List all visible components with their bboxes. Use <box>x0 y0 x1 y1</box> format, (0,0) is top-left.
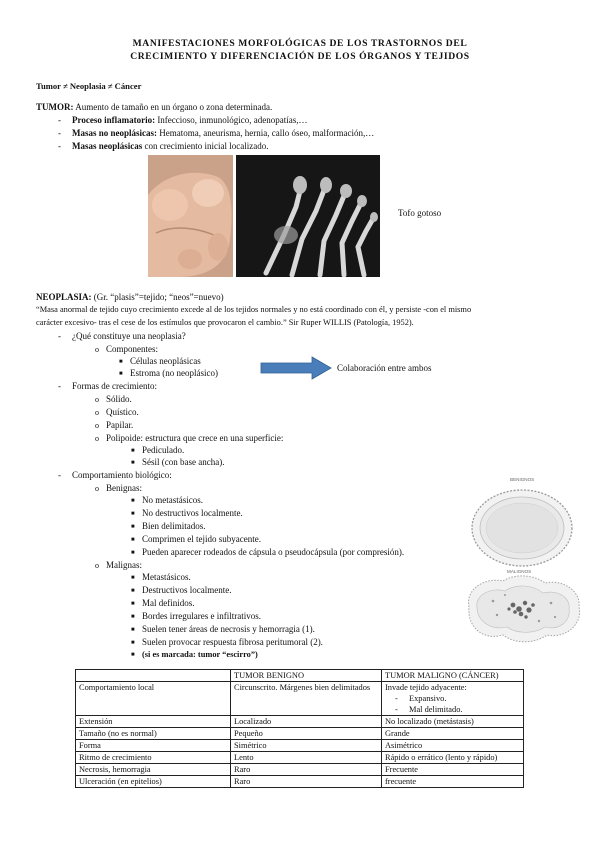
table-header-row <box>76 670 524 682</box>
list-item: ■ Células neoplásicas <box>119 356 201 366</box>
right-arrow-icon <box>260 356 332 380</box>
xray-photo <box>236 155 380 277</box>
list-item: o Papilar. <box>95 420 134 430</box>
table-row: Comportamiento local Circunscrito. Márgenes bien delimitados Invade tejido adyacente: - Expansivo. - Mal delimitado. <box>76 682 524 716</box>
table-header-cell: TUMOR BENIGNO <box>231 670 382 682</box>
list-item: ■ Suelen provocar respuesta fibrosa peritumoral (2). <box>131 637 323 647</box>
list-item: ■ Bordes irregulares e infiltrativos. <box>131 611 261 621</box>
list-item: ■ Comprimen el tejido subyacente. <box>131 534 261 544</box>
benign-tumor-diagram <box>466 472 578 570</box>
list-item: - Masas neoplásicas con crecimiento inicial localizado. <box>58 141 269 151</box>
list-item: ■ Destructivos localmente. <box>131 585 232 595</box>
list-item: o Quístico. <box>95 407 139 417</box>
list-item: o Sólido. <box>95 394 132 404</box>
arrow-label: Colaboración entre ambos <box>337 363 432 373</box>
malignant-tumor-diagram <box>463 565 585 649</box>
neoplasia-heading: NEOPLASIA: (Gr. “plasis”=tejido; “neos”=nuevo) <box>36 292 224 302</box>
list-item: o Benignas: <box>95 483 142 493</box>
malignant-diagram-label: MALIGNOS <box>507 569 532 574</box>
list-item: ■ No metastásicos. <box>131 495 203 505</box>
table-row: Necrosis, hemorragia Raro Frecuente <box>76 764 524 776</box>
tumor-definition <box>36 101 272 114</box>
list-item: o Componentes: <box>95 344 158 354</box>
table-row: Forma Simétrico Asimétrico <box>76 740 524 752</box>
photo-caption: Tofo gotoso <box>398 208 442 218</box>
list-item: ■ Pediculado. <box>131 445 185 455</box>
title-line-1: MANIFESTACIONES MORFOLÓGICAS DE LOS TRASTORNOS DEL <box>132 38 468 49</box>
comparison-table <box>75 669 524 788</box>
list-item: - Proceso inflamatorio: Infeccioso, inmunológico, adenopatías,… <box>58 115 308 125</box>
foot-photo <box>148 155 233 277</box>
benign-diagram-label: BENIGNOS <box>510 477 535 482</box>
willis-quote-line-1: “Masa anormal de tejido cuyo crecimiento excede al de los tejidos normales y no está coordinado con él, y persiste -con el mismo <box>36 305 472 314</box>
list-item: - Formas de crecimiento: <box>58 381 157 391</box>
table-row: Ritmo de crecimiento Lento Rápido o errático (lento y rápido) <box>76 752 524 764</box>
list-item: ■ Metastásicos. <box>131 572 191 582</box>
list-item: ■ Estroma (no neoplásico) <box>119 368 218 378</box>
list-item: ■ Pueden aparecer rodeados de cápsula o pseudocápsula (por compresión). <box>131 547 405 557</box>
tumor-text: Aumento de tamaño en un órgano o zona determinada. <box>73 102 273 112</box>
tumor-label: TUMOR: <box>36 102 74 112</box>
list-item: ■ Mal definidos. <box>131 598 195 608</box>
list-item: ■ Sésil (con base ancha). <box>131 457 225 467</box>
list-item: ■ Bien delimitados. <box>131 521 206 531</box>
table-row: Extensión Localizado No localizado (metástasis) <box>76 716 524 728</box>
subtitle: Tumor ≠ Neoplasia ≠ Cáncer <box>36 81 142 91</box>
table-header-cell: TUMOR MALIGNO (CÁNCER) <box>382 670 524 682</box>
list-item: ■ No destructivos localmente. <box>131 508 243 518</box>
list-item: o Malignas: <box>95 560 142 570</box>
table-row: Ulceración (en epitelios) Raro frecuente <box>76 776 524 788</box>
title-line-2: CRECIMIENTO Y DIFERENCIACIÓN DE LOS ÓRGANOS Y TEJIDOS <box>130 50 470 62</box>
list-item: - Masas no neoplásicas: Hematoma, aneurisma, hernia, callo óseo, malformación,… <box>58 128 375 138</box>
table-header-cell <box>76 670 231 682</box>
list-item: o Polipoide: estructura que crece en una superficie: <box>95 433 284 443</box>
list-item: - Comportamiento biológico: <box>58 470 172 480</box>
table-row: Tamaño (no es normal) Pequeño Grande <box>76 728 524 740</box>
list-item: ■ (si es marcada: tumor “escirro”) <box>131 650 258 659</box>
list-item: ■ Suelen tener áreas de necrosis y hemorragia (1). <box>131 624 315 634</box>
list-item: - ¿Qué constituye una neoplasia? <box>58 331 186 341</box>
page-title <box>40 38 560 63</box>
willis-quote-line-2: carácter excesivo- tras el cese de los estímulos que provocaron el cambio.” Sir Ruper WILLIS (Patología, 1952). <box>36 318 414 327</box>
